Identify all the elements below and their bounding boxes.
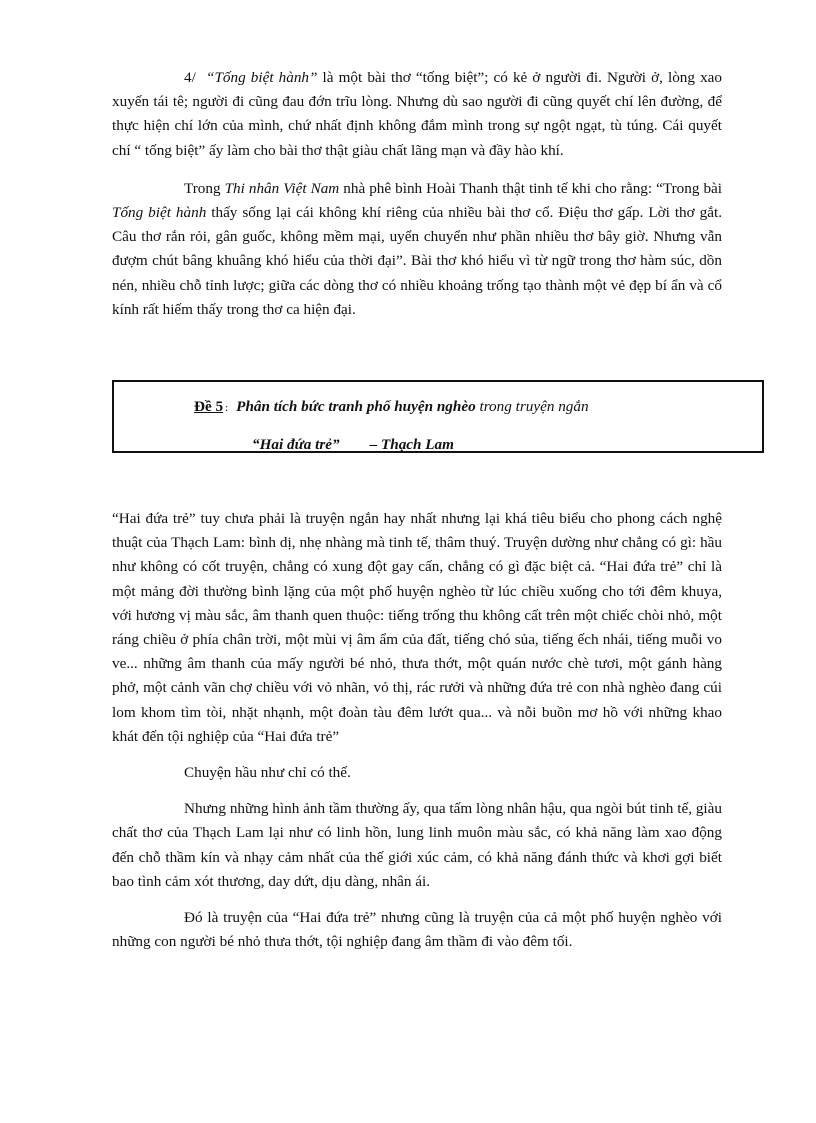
topic-title-bold: Phân tích bức tranh phố huyện nghèo bbox=[236, 398, 476, 415]
topic-heading bbox=[194, 398, 589, 416]
topic-label: Đề 5 bbox=[194, 398, 224, 415]
text-fragment: nhà phê bình Hoài Thanh thật tinh tế khi cho rằng: “Trong bài bbox=[339, 179, 722, 197]
essay-paragraph-1: “Hai đứa trẻ” tuy chưa phải là truyện ngắn hay nhất nhưng lại khá tiêu biểu cho phong cách nghệ thuật của Thạch Lam: bình dị, nhẹ nhàng mà tinh tế, thâm thuý. Truyện dường như chẳng có gì: hầu như không có cốt truyện, chẳng có xung đột gay cấn, chẳng có gì đặc biệt cả. “Hai đứa trẻ” chỉ là một mảng đời thường bình lặng của một phố huyện nghèo từ lúc chiều xuống cho tới đêm khuya, với hương vị màu sắc, âm thanh quen thuộc: tiếng trống thu không cất trên một chiếc chòi nhỏ, một ráng chiều ở phía chân trời, một mùi vị âm ẩm của đất, tiếng chó sủa, tiếng ếch nhái, tiếng muỗi vo ve... những âm thanh của mấy người bé nhỏ, thưa thớt, một quán nước chè tươi, một gánh hàng phở, một cảnh vãn chợ chiều với vỏ nhãn, vỏ thị, rác rưởi và những đứa trẻ con nhà nghèo đang cúi lom khom tìm tòi, nhặt nhạnh, một đoàn tàu đêm lướt qua... và nỗi buồn mơ hồ với những khao khát đến tội nghiệp của “Hai đứa trẻ” bbox=[112, 510, 722, 745]
essay-paragraph-2: Chuyện hầu như chỉ có thế. bbox=[184, 764, 351, 782]
essay-paragraph-4: Đó là truyện của “Hai đứa trẻ” nhưng cũng là truyện của cả một phố huyện nghèo với những con người bé nhỏ thưa thớt, tội nghiệp đang âm thầm đi vào đêm tối. bbox=[112, 909, 722, 951]
topic-title-rest: trong truyện ngắn bbox=[475, 398, 589, 415]
topic-work-line bbox=[252, 436, 454, 454]
essay-paragraph-3: Nhưng những hình ảnh tầm thường ấy, qua tấm lòng nhân hậu, qua ngòi bút tinh tế, giàu chất thơ của Thạch Lam lại như có linh hồn, lung linh muôn màu sắc, có khả năng làm xao động đến chỗ thầm kín và nhạy cảm nhất của thế giới xúc cảm, có khả năng đánh thức và khơi gợi biết bao tình cảm xót thương, day dứt, dịu dàng, nhân ái. bbox=[112, 800, 722, 890]
intro-section bbox=[112, 66, 722, 322]
topic-colon: : bbox=[225, 402, 229, 414]
poem-title: Tống biệt hành bbox=[112, 204, 207, 222]
work-title: “Hai đứa trẻ” bbox=[252, 436, 340, 453]
topic-box bbox=[112, 380, 764, 453]
item-number: 4/ bbox=[184, 69, 196, 86]
book-title: Thi nhân Việt Nam bbox=[224, 179, 340, 197]
poem-title: “Tống biệt hành” bbox=[206, 69, 318, 86]
text-fragment: thấy sống lại cái không khí riêng của nhiều bài thơ cổ. Điệu thơ gấp. Lời thơ gắt. Câu thơ rắn rỏi, gân guốc, không mềm mại, uyển chuyển như phần nhiều thơ bây giờ. Nhưng vẫn đượm chút bâng khuâng khó hiểu của thời đại”. Bài thơ khó hiểu vì từ ngữ trong thơ hàm súc, dồn nén, nhiều chỗ tỉnh lược; giữa các dòng thơ có nhiều khoảng trống tạo thành một vẻ đẹp bí ẩn và cổ kính rất hiếm thấy trong thơ ca hiện đại. bbox=[112, 204, 722, 318]
paragraph-hoai-thanh bbox=[112, 177, 722, 322]
work-author: – Thạch Lam bbox=[369, 436, 454, 453]
text-fragment: Trong bbox=[184, 179, 225, 197]
paragraph-text: là một bài thơ “tống biệt”; có kẻ ở người đi. Người ở, lòng xao xuyến tái tê; người đi cũng đau đớn trĩu lòng. Nhưng dù sao người đi cũng quyết chí lên đường, để thực hiện chí lớn của mình, chứ nhất định không đắm mình trong sự ngột ngạt, tù túng. Cái quyết chí “ tống biệt” ấy làm cho bài thơ thật giàu chất lãng mạn và đầy hào khí. bbox=[112, 69, 723, 159]
essay-body bbox=[112, 507, 722, 954]
paragraph-tong-biet-hanh bbox=[112, 66, 722, 163]
